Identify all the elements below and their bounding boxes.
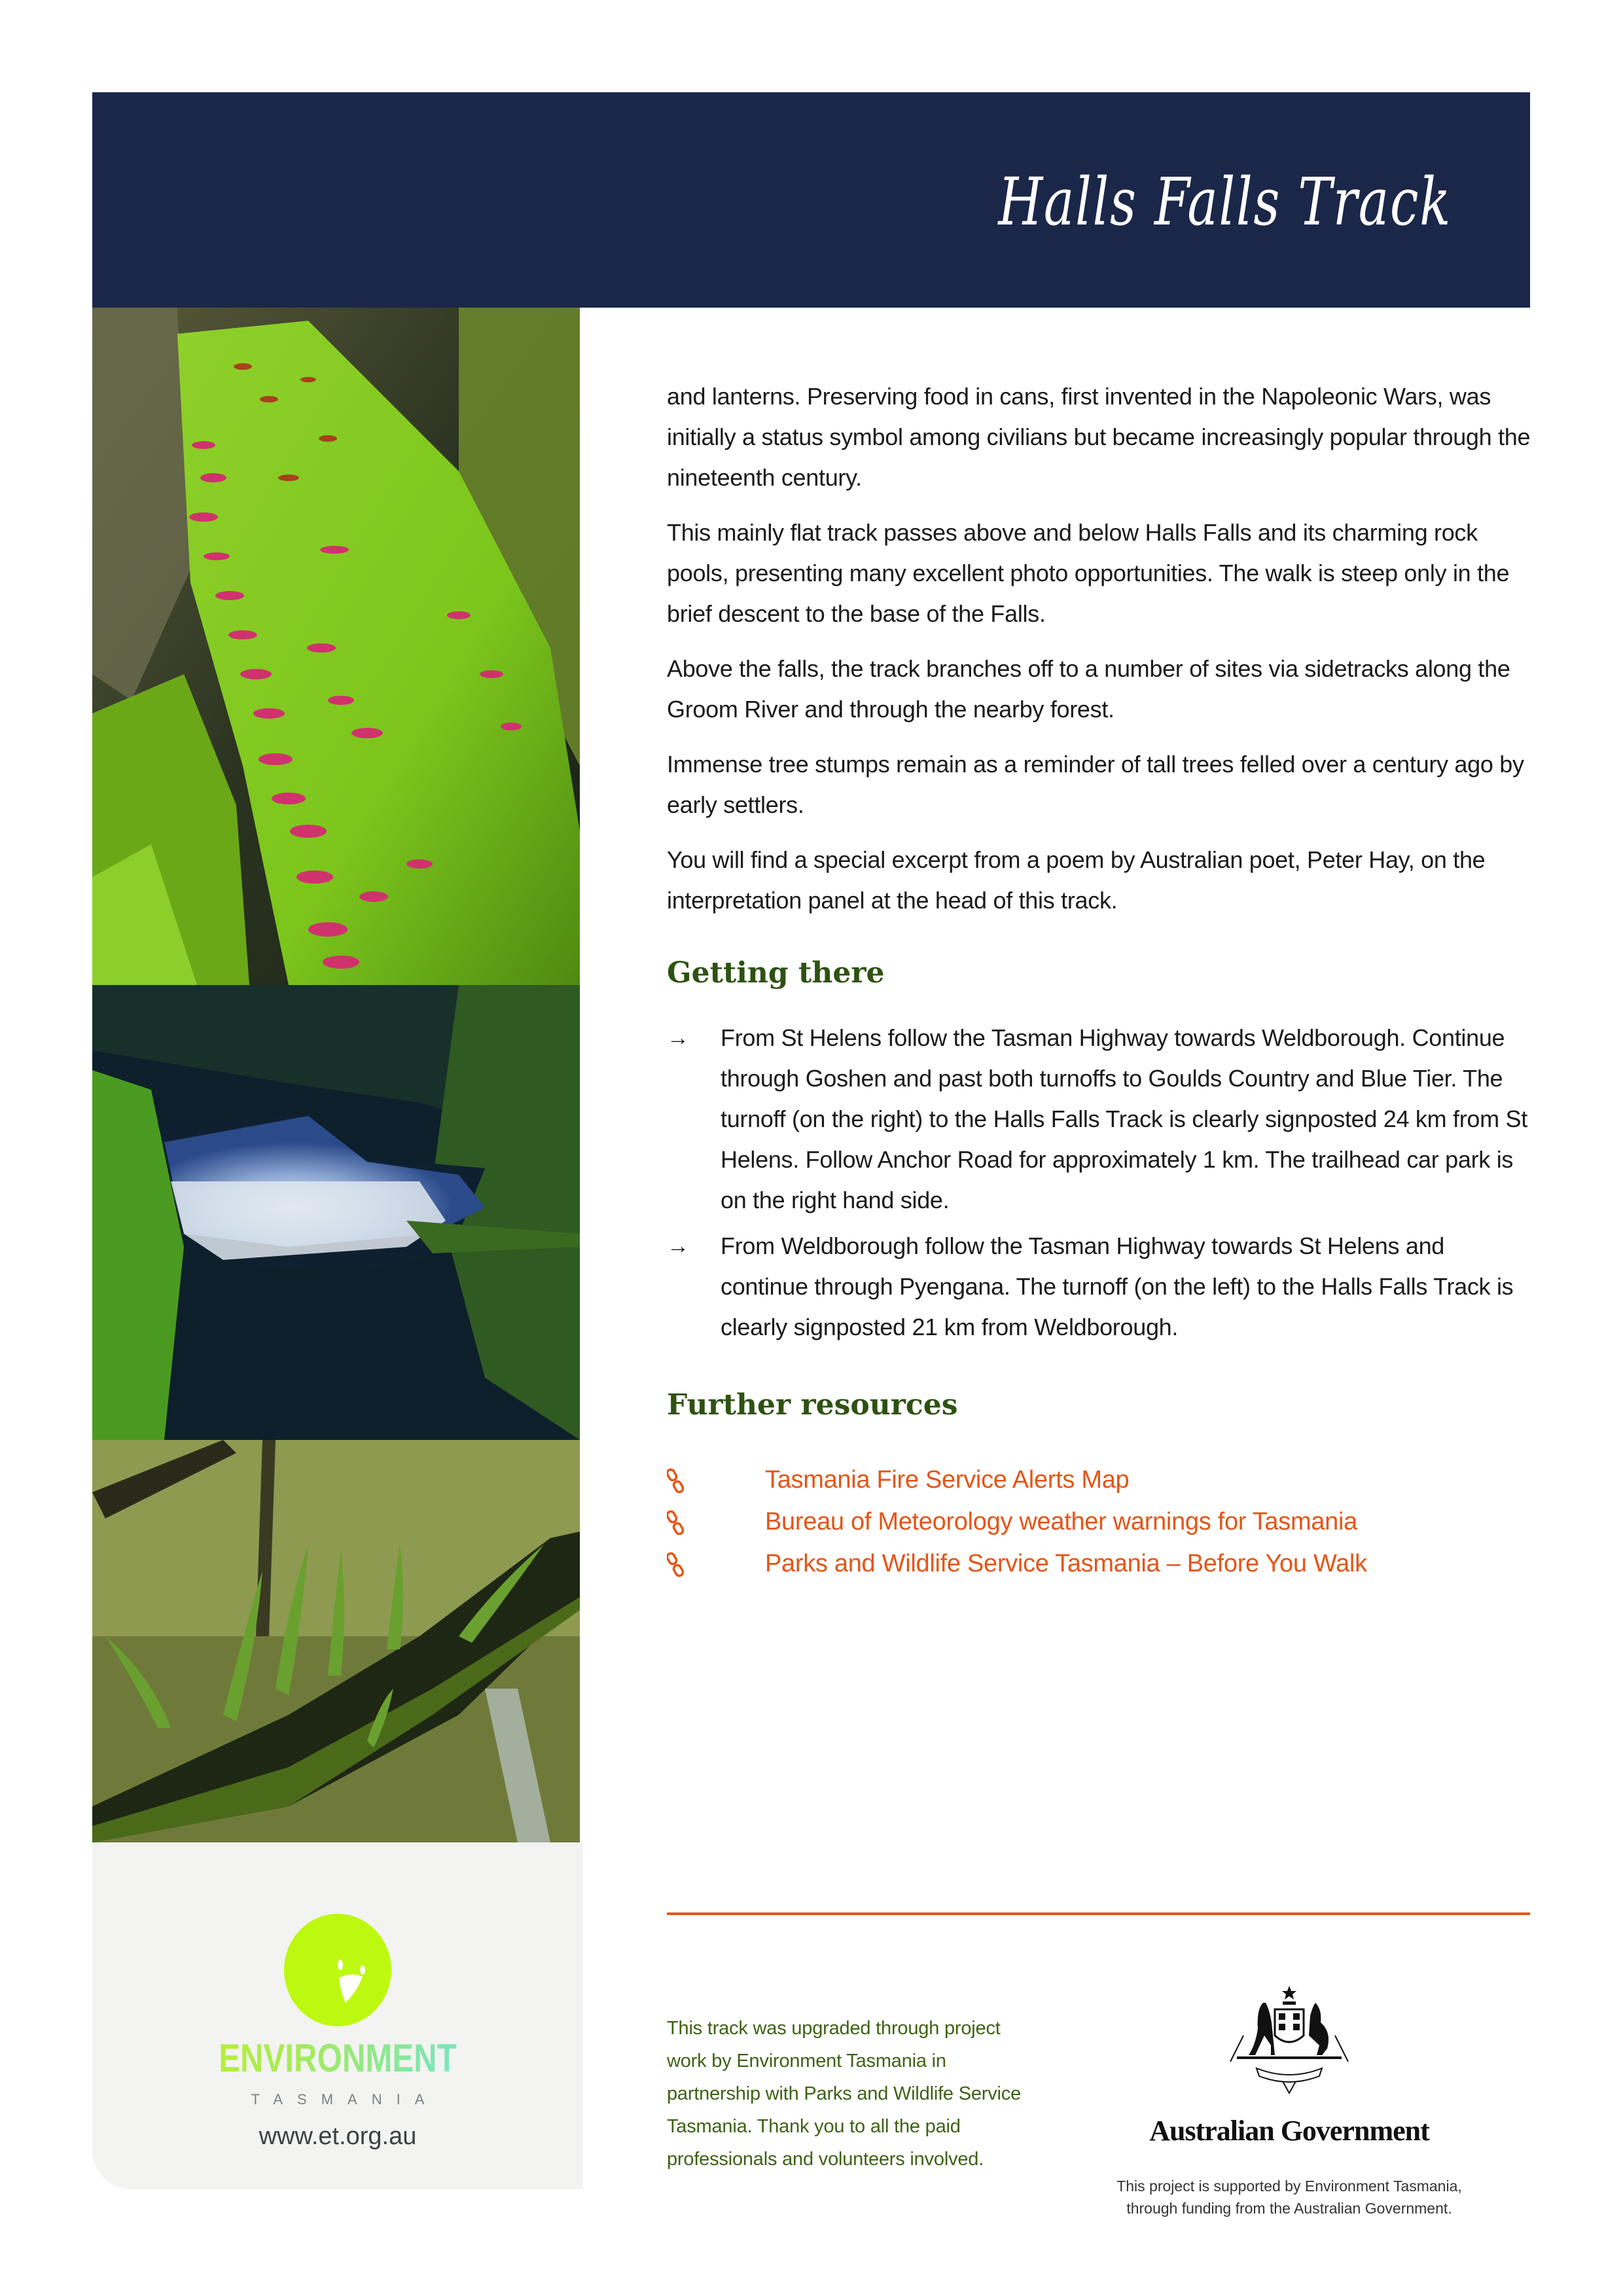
link-icon <box>667 1552 684 1578</box>
photo-waterfall <box>92 985 580 1440</box>
resource-link-fire-alerts[interactable] <box>667 1459 1531 1501</box>
resource-link-label[interactable]: Bureau of Meteorology weather warnings for Tasmania <box>765 1508 1357 1535</box>
track-credit-text: This track was upgraded through project work by Environment Tasmania in partnership with Parks and Wildlife Service Tasmania. Thank you to all the paid professionals and volunteers involved. <box>667 2018 1022 2170</box>
ferns-image <box>92 1440 580 1842</box>
direction-text: From St Helens follow the Tasman Highway towards Weldborough. Continue through Goshen and past both turnoffs to Goulds Country and Blue Tier. The turnoff (on the right) to the Halls Falls Track is clearly signposted 24 km from St Helens. Follow Anchor Road for approximately 1 km. The trailhead car park is on the right hand side. <box>721 1024 1527 1213</box>
intro-paragraph: You will find a special excerpt from a poem by Australian poet, Peter Hay, on the interpretation panel at the head of this track. <box>667 846 1486 914</box>
environment-tasmania-panel <box>92 1842 583 2189</box>
resource-link-label[interactable]: Tasmania Fire Service Alerts Map <box>765 1466 1130 1494</box>
direction-item <box>667 1018 1531 1221</box>
funding-note-line: through funding from the Australian Government. <box>1126 2200 1452 2217</box>
mossy-log-image <box>92 308 580 985</box>
directions-list <box>667 1018 1531 1348</box>
direction-item <box>667 1226 1531 1348</box>
divider <box>667 1912 1530 1915</box>
environment-tasmania-logo-icon <box>272 1911 403 2029</box>
getting-there-heading: Getting there <box>667 956 885 990</box>
resource-link-bom-warnings[interactable] <box>667 1501 1531 1543</box>
coat-of-arms-icon <box>1217 1983 1361 2094</box>
photo-ferns <box>92 1440 580 1842</box>
waterfall-image <box>92 985 580 1440</box>
funding-note-line: This project is supported by Environment Tasmania, <box>1116 2178 1462 2195</box>
logo-wordmark: ENVIRONMENT <box>137 2039 539 2078</box>
resource-link-label[interactable]: Parks and Wildlife Service Tasmania – Before You Walk <box>765 1550 1367 1577</box>
intro-paragraph: This mainly flat track passes above and below Halls Falls and its charming rock pools, presenting many excellent photo opportunities. The walk is steep only in the brief descent to the base of the Falls. <box>667 519 1510 627</box>
intro-paragraph: Immense tree stumps remain as a reminder of tall trees felled over a century ago by early settlers. <box>667 751 1524 818</box>
link-icon <box>667 1468 684 1494</box>
arrow-right-icon: → <box>667 1234 689 1259</box>
further-resources-heading: Further resources <box>667 1388 958 1422</box>
intro-paragraph: Above the falls, the track branches off to a number of sites via sidetracks along the Groom River and through the nearby forest. <box>667 655 1510 723</box>
resources-list <box>667 1459 1531 1585</box>
funding-note <box>1054 2175 1525 2219</box>
intro-paragraph: and lanterns. Preserving food in cans, first invented in the Napoleonic Wars, was initially a status symbol among civilians but became increasingly popular through the nineteenth century. <box>667 383 1531 491</box>
logo-subtitle: TASMANIA <box>251 2091 439 2108</box>
arrow-right-icon: → <box>667 1026 689 1050</box>
header-banner <box>92 92 1530 308</box>
website-link[interactable]: www.et.org.au <box>259 2123 417 2150</box>
page-title: Halls Falls Track <box>998 164 1452 240</box>
australian-government-wordmark: Australian Government <box>1149 2115 1429 2147</box>
link-icon <box>667 1510 684 1536</box>
direction-text: From Weldborough follow the Tasman Highway towards St Helens and continue through Pyengana. The turnoff (on the left) to the Halls Falls Track is clearly signposted 21 km from Weldborough. <box>721 1232 1514 1340</box>
resource-link-before-you-walk[interactable] <box>667 1543 1531 1585</box>
main-content <box>667 376 1531 1585</box>
australian-government-block <box>1054 1983 1525 2219</box>
photo-mossy-log <box>92 308 580 985</box>
